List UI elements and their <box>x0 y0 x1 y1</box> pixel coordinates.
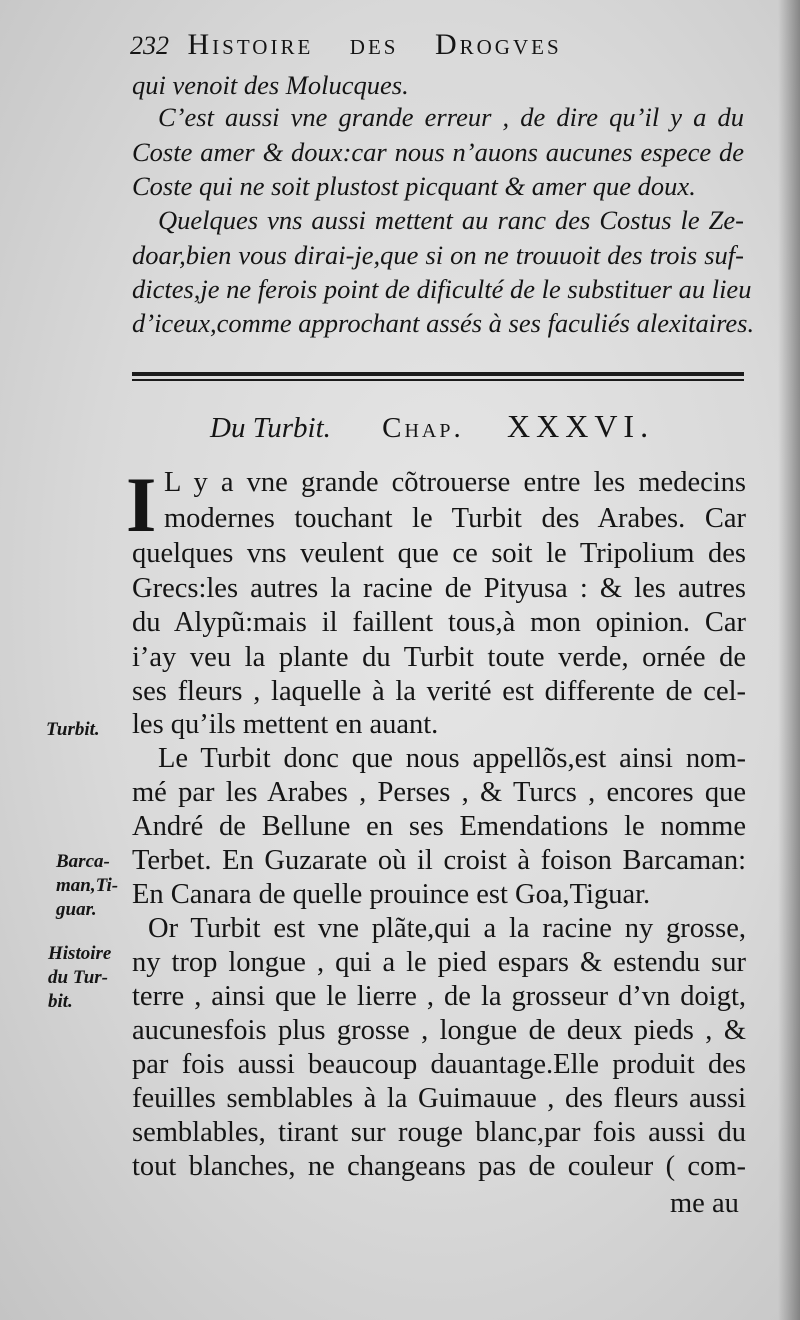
text-line: feuilles semblables à la Guimauue , des fleurs aussi <box>132 1083 746 1114</box>
text-line: aucunesfois plus grosse , longue de deux pieds , & <box>132 1015 746 1046</box>
margin-note: Barca-man,Ti-guar. <box>56 851 119 920</box>
text-line: doar,bien vous dirai-je,que si on ne trouuoit des trois suf- <box>132 240 744 270</box>
catchword: me au <box>670 1188 739 1219</box>
text-line: quelques vns veulent que ce soit le Tripolium des <box>132 538 746 569</box>
text-line: semblables, tirant sur rouge blanc,par fois aussi du <box>132 1117 746 1148</box>
text-line: ny trop longue , qui a le pied espars & estendu sur <box>132 947 746 978</box>
section-rule <box>132 372 744 376</box>
text-line: les qu’ils mettent en auant. <box>132 709 439 740</box>
text-line: i’ay veu la plante du Turbit toute verde, ornée de <box>132 642 746 673</box>
text-line: modernes touchant le Turbit des Arabes. Car <box>164 503 746 534</box>
text-line: du Alypũ:mais il faillent tous,à mon opinion. Car <box>132 607 746 638</box>
text-line: tout blanches, ne changeans pas de couleur ( com- <box>132 1151 746 1182</box>
text-line: L y a vne grande cõtrouerse entre les medecins <box>164 467 746 498</box>
text-line: mé par les Arabes , Perses , & Turcs , encores que <box>132 777 746 808</box>
text-line: d’iceux,comme approchant assés à ses faculiés alexitaires. <box>132 308 755 338</box>
page-number: 232 <box>130 31 169 60</box>
margin-note: Histoire du Tur-bit. <box>48 943 112 1012</box>
text-line: ses fleurs , laquelle à la verité est differente de cel- <box>132 676 746 707</box>
page-gutter-shadow <box>778 0 800 1320</box>
text-line: terre , ainsi que le lierre , de la grosseur d’vn doigt, <box>132 981 746 1012</box>
text-line: En Canara de quelle prouince est Goa,Tiguar. <box>132 879 651 910</box>
running-title-word: Histoire <box>187 28 314 61</box>
text-line: dictes,je ne ferois point de dificulté de le substituer au lieu <box>132 274 752 304</box>
text-line: Quelques vns aussi mettent au ranc des Costus le Ze- <box>158 205 744 235</box>
text-line: qui venoit des Molucques. <box>132 70 409 100</box>
section-rule-thin <box>132 379 744 381</box>
text-line: Coste qui ne soit plustost picquant & amer que doux. <box>132 171 696 201</box>
text-line: Terbet. En Guzarate où il croist à foison Barcaman: <box>132 845 746 876</box>
text-line: Or Turbit est vne plãte,qui a la racine ny grosse, <box>148 913 746 944</box>
drop-cap: I <box>126 461 157 548</box>
running-head <box>130 28 588 62</box>
margin-note: Turbit. <box>46 719 100 740</box>
chapter-title: Du Turbit. <box>210 412 331 444</box>
chapter-label: Chap. <box>382 412 464 444</box>
chapter-heading <box>210 408 654 445</box>
text-line: C’est aussi vne grande erreur , de dire qu’il y a du <box>158 102 744 132</box>
text-line: Grecs:les autres la racine de Pityusa : & les autres <box>132 573 746 604</box>
text-line: Coste amer & doux:car nous n’auons aucunes espece de <box>132 137 744 167</box>
text-line: par fois aussi beaucoup dauantage.Elle produit des <box>132 1049 746 1080</box>
text-line: André de Bellune en ses Emendations le nomme <box>132 811 746 842</box>
chapter-number: XXXVI. <box>506 408 655 444</box>
text-line: Le Turbit donc que nous appellõs,est ainsi nom- <box>158 743 746 774</box>
running-title-word: Drogves <box>434 28 562 61</box>
running-title-word: des <box>349 28 399 61</box>
